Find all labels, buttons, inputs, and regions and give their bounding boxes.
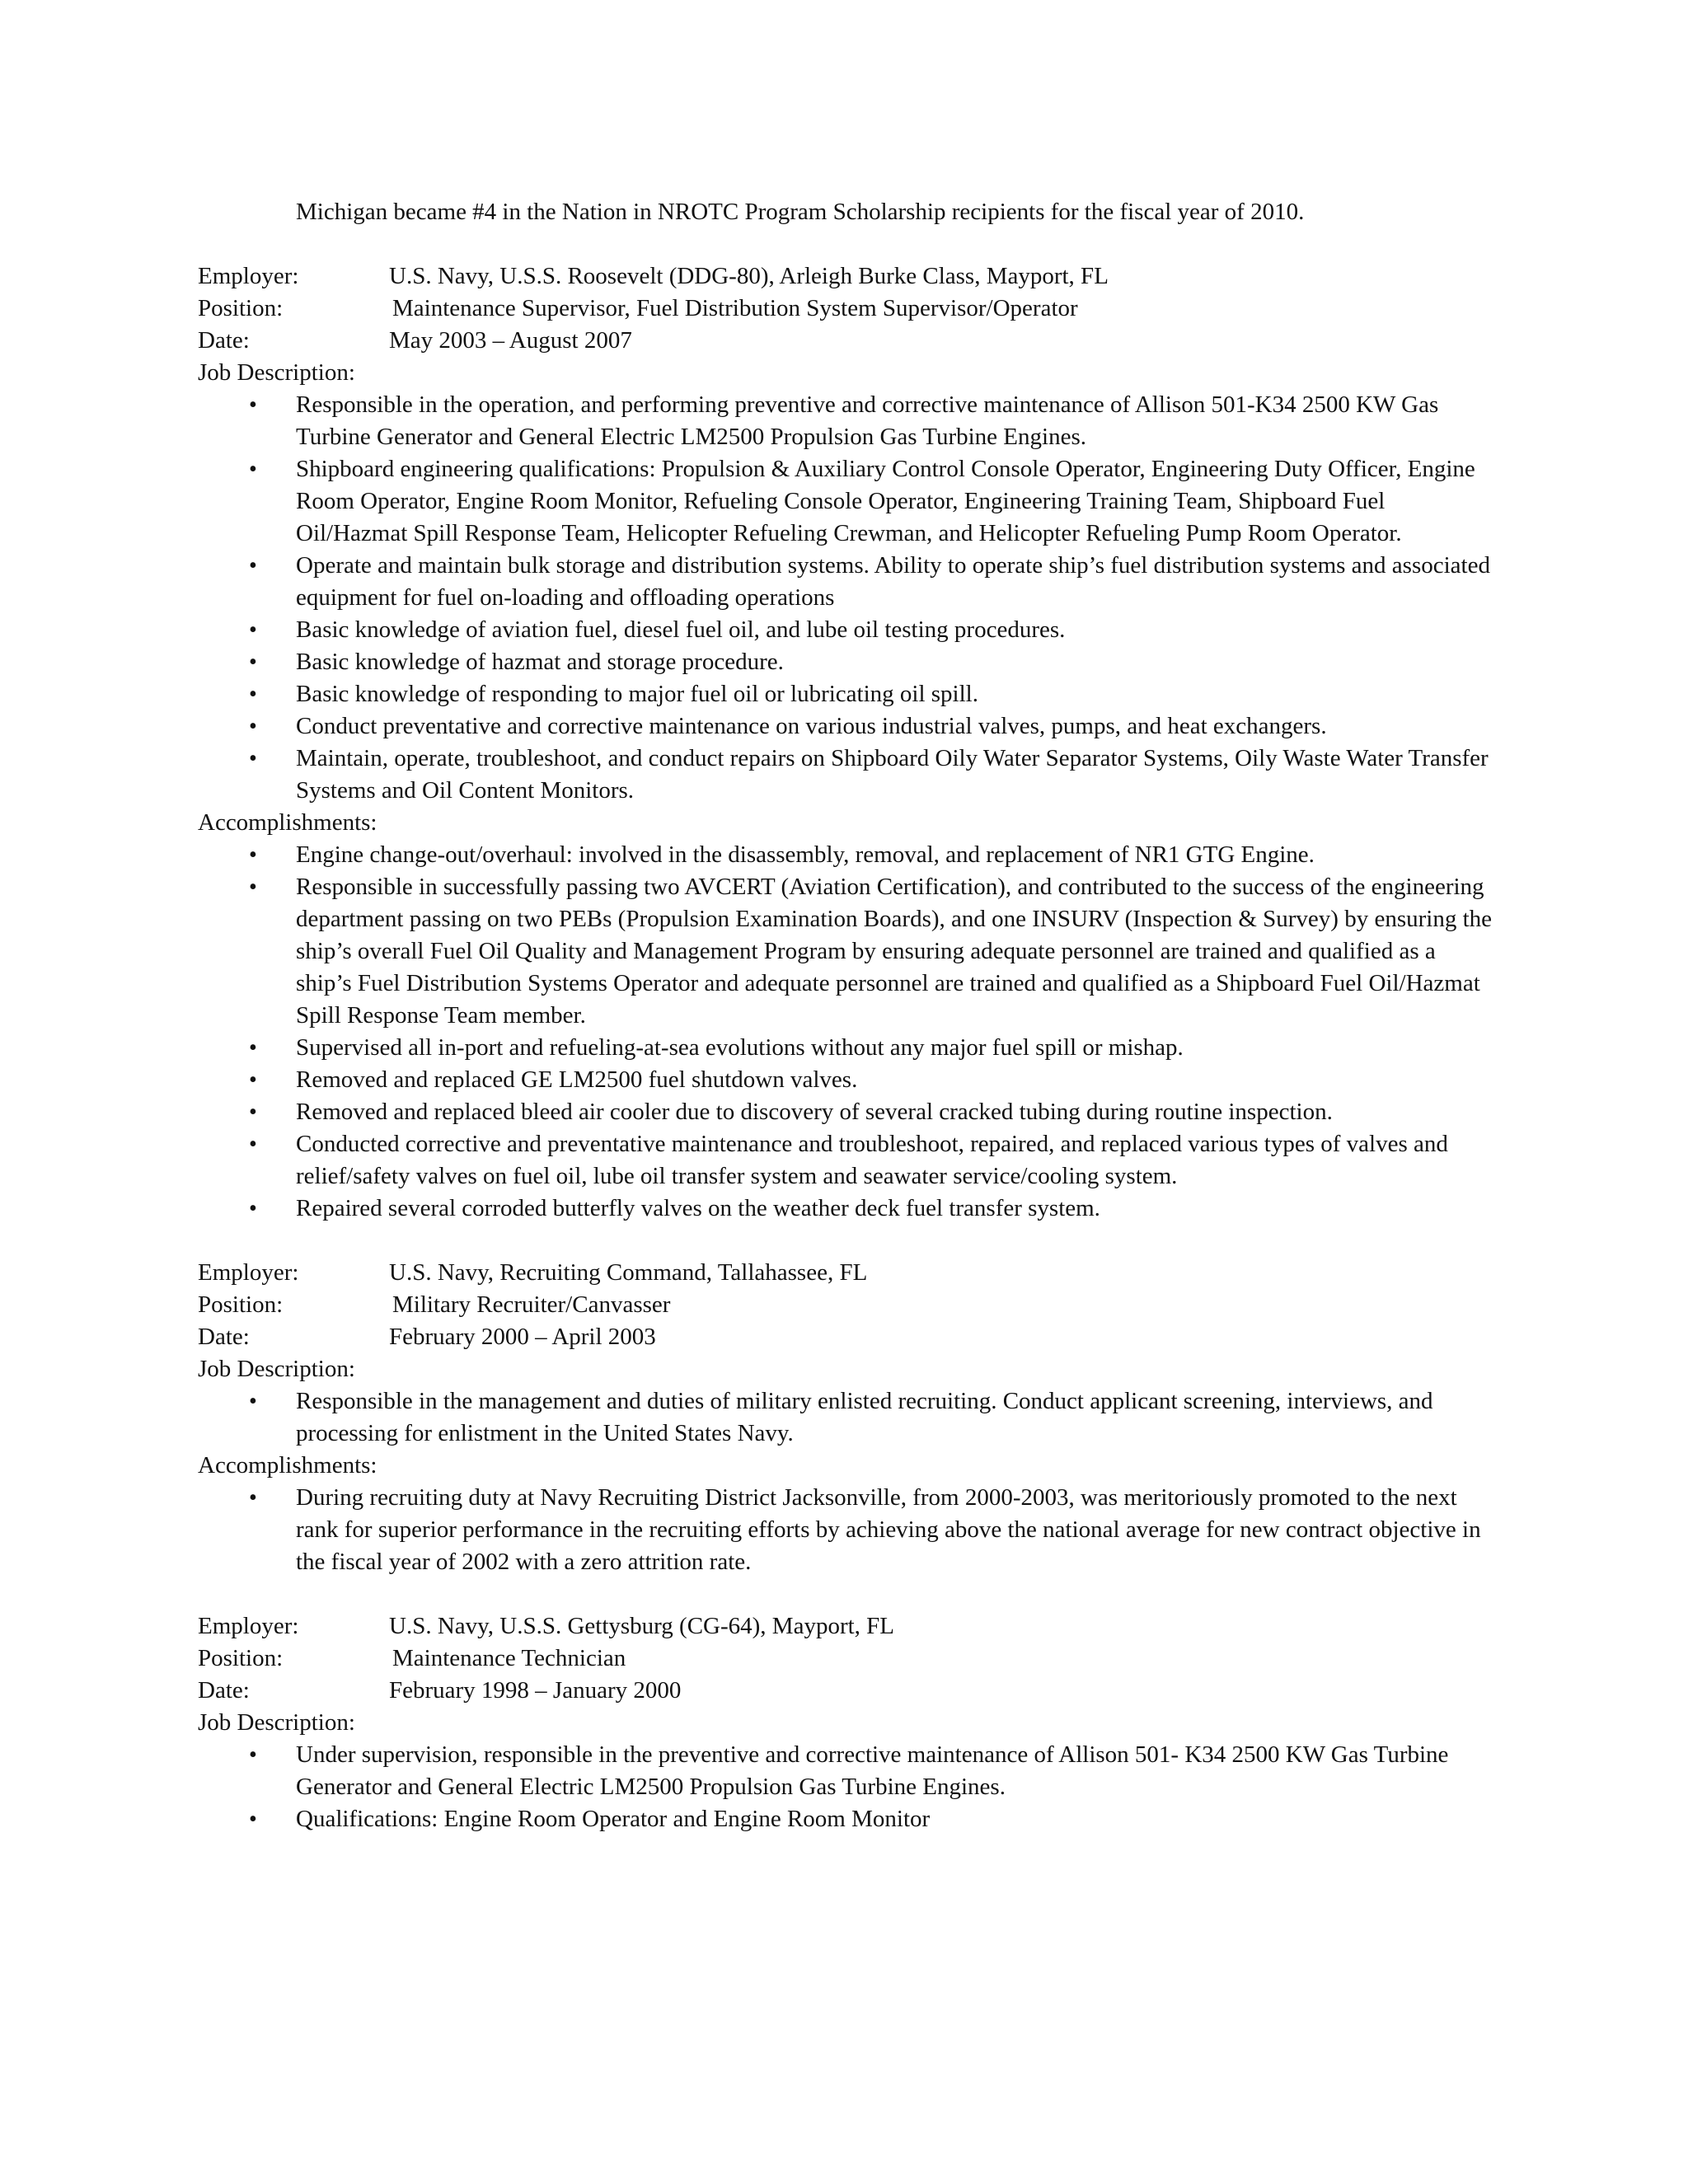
bullet-icon: • [249,682,257,707]
list-item [198,743,1492,807]
list-item [198,839,1492,871]
list-item-text: Removed and replaced GE LM2500 fuel shutdown valves. [296,1066,858,1093]
list-item [198,1193,1492,1225]
job-description-list [198,1385,1492,1450]
list-item-text: Supervised all in-port and refueling-at-sea evolutions without any major fuel spill or mishap. [296,1034,1184,1061]
list-item [198,1064,1492,1096]
bullet-icon: • [249,1807,257,1832]
list-item-text: Basic knowledge of hazmat and storage procedure. [296,649,784,675]
accomplishments-list [198,839,1492,1225]
date-label: Date: [198,327,250,354]
accomplishments-heading: Accomplishments: [198,1452,377,1479]
job-description-heading: Job Description: [198,1356,355,1382]
list-item [198,614,1492,646]
employer-row [198,1610,1492,1643]
list-item-text: Maintain, operate, troubleshoot, and conduct repairs on Shipboard Oily Water Separator Systems, Oily Waste Water Transfer Systems and Oil Content Monitors. [296,745,1489,804]
list-item-text: Responsible in successfully passing two AVCERT (Aviation Certification), and contributed to the success of the engineering department passing on two PEBs (Propulsion Examination Boards), and one INSURV (Inspection & Survey) by ensuring the ship’s overall Fuel Oil Quality and Management Program by ensuring adequate personnel are trained and qualified as a ship’s Fuel Distribution Systems Operator and adequate personnel are trained and qualified as a Shipboard Fuel Oil/Hazmat Spill Response Team member. [296,874,1492,1029]
bullet-icon: • [249,392,257,418]
list-item [198,550,1492,614]
bullet-icon: • [249,1485,257,1511]
employer-row [198,1257,1492,1289]
position-label: Position: [198,295,284,321]
job-entry-gettysburg [198,1610,1492,1835]
date-label: Date: [198,1677,250,1704]
bullet-icon: • [249,714,257,739]
list-item-text: Responsible in the management and duties of military enlisted recruiting. Conduct applicant screening, interviews, and processing for enlistment in the United States Navy. [296,1388,1433,1446]
list-item [198,1032,1492,1064]
position-row [198,1289,1492,1321]
position-label: Position: [198,1645,284,1671]
bullet-icon: • [249,457,257,482]
bullet-icon: • [249,1742,257,1768]
list-item-text: Conduct preventative and corrective maintenance on various industrial valves, pumps, and heat exchangers. [296,713,1327,739]
list-item [198,1128,1492,1193]
bullet-icon: • [249,617,257,643]
list-item-text: Basic knowledge of aviation fuel, diesel fuel oil, and lube oil testing procedures. [296,616,1066,643]
position-value: Military Recruiter/Canvasser [392,1291,671,1318]
employer-label: Employer: [198,1613,299,1639]
bullet-icon: • [249,746,257,771]
list-item [198,1096,1492,1128]
list-item-text: During recruiting duty at Navy Recruiting District Jacksonville, from 2000-2003, was meritoriously promoted to the next rank for superior performance in the recruiting efforts by achieving above the national average for new contract objective in the fiscal year of 2002 with a zero attrition rate. [296,1484,1481,1575]
employer-row [198,260,1492,293]
job-description-list [198,1739,1492,1835]
date-value: May 2003 – August 2007 [389,327,632,354]
job-description-list [198,389,1492,807]
list-item-text: Repaired several corroded butterfly valves on the weather deck fuel transfer system. [296,1195,1100,1221]
job-description-heading: Job Description: [198,1709,355,1736]
bullet-icon: • [249,1099,257,1125]
employer-label: Employer: [198,263,299,289]
list-item-text: Basic knowledge of responding to major fuel oil or lubricating oil spill. [296,681,978,707]
list-item [198,453,1492,550]
list-item [198,678,1492,710]
list-item-text: Conducted corrective and preventative maintenance and troubleshoot, repaired, and replaced various types of valves and relief/safety valves on fuel oil, lube oil transfer system and seawater service/cooling system. [296,1131,1448,1189]
bullet-icon: • [249,1035,257,1061]
employer-value: U.S. Navy, Recruiting Command, Tallahassee, FL [389,1259,868,1286]
job-description-heading: Job Description: [198,359,355,386]
bullet-icon: • [249,1067,257,1093]
list-item-text: Removed and replaced bleed air cooler due to discovery of several cracked tubing during routine inspection. [296,1099,1333,1125]
list-item [198,871,1492,1032]
position-value: Maintenance Technician [392,1645,626,1671]
position-label: Position: [198,1291,284,1318]
list-item-text: Engine change-out/overhaul: involved in the disassembly, removal, and replacement of NR1 GTG Engine. [296,841,1315,868]
list-item [198,1385,1492,1450]
bullet-icon: • [249,1196,257,1221]
list-item [198,710,1492,743]
employer-value: U.S. Navy, U.S.S. Gettysburg (CG-64), Mayport, FL [389,1613,895,1639]
position-row [198,293,1492,325]
bullet-icon: • [249,1132,257,1157]
date-value: February 2000 – April 2003 [389,1324,656,1350]
list-item [198,1482,1492,1578]
list-item [198,1803,1492,1835]
bullet-icon: • [249,649,257,675]
list-item-text: Shipboard engineering qualifications: Propulsion & Auxiliary Control Console Operator, Engineering Duty Officer, Engine Room Operator, Engine Room Monitor, Refueling Console Operator, Engineering Training Team, Shipboard Fuel Oil/Hazmat Spill Response Team, Helicopter Refueling Crewman, and Helicopter Refueling Pump Room Operator. [296,456,1475,546]
list-item-text: Qualifications: Engine Room Operator and Engine Room Monitor [296,1806,931,1832]
list-item-text: Under supervision, responsible in the preventive and corrective maintenance of Allison 501- K34 2500 KW Gas Turbine Generator and General Electric LM2500 Propulsion Gas Turbine Engines. [296,1741,1449,1800]
date-row [198,325,1492,357]
list-item [198,646,1492,678]
document-page [198,196,1492,1868]
position-row [198,1643,1492,1675]
job-entry-recruiting [198,1257,1492,1578]
list-item-text: Operate and maintain bulk storage and distribution systems. Ability to operate ship’s fuel distribution systems and associated equipment for fuel on-loading and offloading operations [296,552,1490,611]
accomplishments-list [198,1482,1492,1578]
bullet-icon: • [249,1389,257,1414]
date-label: Date: [198,1324,250,1350]
employer-label: Employer: [198,1259,299,1286]
date-row [198,1675,1492,1707]
intro-line: Michigan became #4 in the Nation in NROTC Program Scholarship recipients for the fiscal year of 2010. [296,199,1305,225]
bullet-icon: • [249,842,257,868]
position-value: Maintenance Supervisor, Fuel Distribution System Supervisor/Operator [392,295,1078,321]
bullet-icon: • [249,874,257,900]
date-row [198,1321,1492,1353]
list-item [198,1739,1492,1803]
date-value: February 1998 – January 2000 [389,1677,682,1704]
list-item-text: Responsible in the operation, and performing preventive and corrective maintenance of Allison 501-K34 2500 KW Gas Turbine Generator and General Electric LM2500 Propulsion Gas Turbine Engines. [296,391,1439,450]
job-entry-roosevelt [198,260,1492,1225]
accomplishments-heading: Accomplishments: [198,809,377,836]
employer-value: U.S. Navy, U.S.S. Roosevelt (DDG-80), Arleigh Burke Class, Mayport, FL [389,263,1109,289]
list-item [198,389,1492,453]
bullet-icon: • [249,553,257,579]
